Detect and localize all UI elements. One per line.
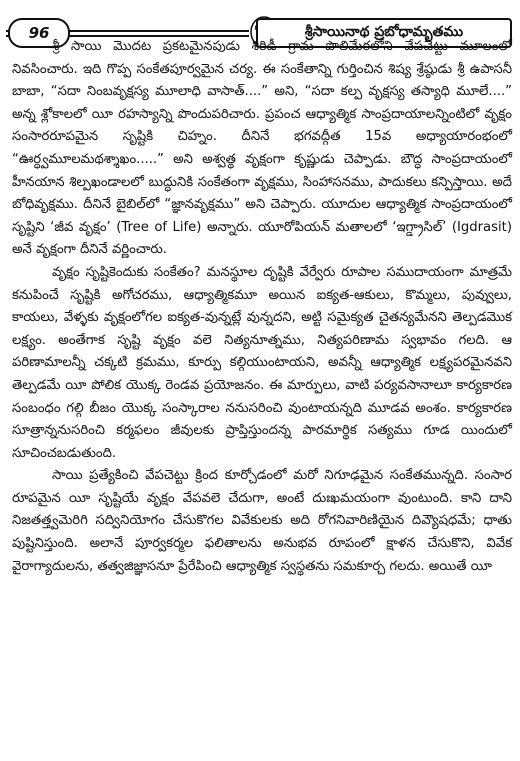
paragraph-3: సాయి ప్రత్యేకించి వేపచెట్టు క్రింద కూర్చోడంలో మరో నిగూఢమైన సంకేతమున్నది. సంసార రూపమైన యీ సృష్టియే వృక్షం వేపవలె చేదుగా, అంటే దుఃఖమయంగా వుంటుంది. కాని దాని నిజతత్త్వమెరిగి సద్వినియోగం చేసుకొగల వివేకులకు అది రోగనివారిణియైన దివ్యౌషధమే; ధాతు పుష్టినిస్తుంది. అలానే పూర్వకర్మల ఫలితాలను అనుభవ రూపంలో క్షాళన చేసుకొని, వివేక వైరాగ్యాదులను, తత్వజిజ్ఞాసనూ ప్రేరేపించి ఆధ్యాత్మిక స్వస్థతను సమకూర్చ గలదు. అయితే యీ <box>12 468 512 574</box>
book-title: శ్రీసాయినాథ ప్రబోధామృతము <box>304 23 464 40</box>
page-number: 96 <box>28 24 50 42</box>
paragraph-2: వృక్షం సృష్టికెందుకు సంకేతం? మనస్థూల దృష్టికి వేర్వేరు రూపాల సముదాయంగా మాత్రమే కనుపించే సృష్టికి అగోచరము, ఆధ్యాత్మికమూ అయిన ఐక్యత-ఆకులు, కొమ్మలు, పువ్వులు, కాయలు, వేళ్ళకు వృక్షంలోగల ఐక్యత-వున్నట్లే వున్నదని, అట్టి సమైక్యత చైతన్యమేనని తెల్పడమొక లక్ష్యం. అంతేగాక సృష్టి వృక్షం వలె నిత్యనూత్నము, నిత్యపరిణామ స్వభావం గలది. ఆ పరిణామాలన్నీ చక్కటి క్రమము, కూర్పు కల్గియుంటాయని, అవన్నీ ఆధ్యాత్మిక లక్ష్యపరమైనవని తెల్పడమే యీ పోలిక యొక్క రెండవ ప్రయోజనం. ఈ మార్పులు, వాటి పర్యవసానాలూ కార్యకారణ సంబంధం గల్గి బీజం యొక్క సంస్కారాల ననుసరించి వుంటాయన్నది మూడవ అంశం. కార్యకారణ సూత్రాన్ననుసరించి కర్మఫలం జీవులకు ప్రాప్తిస్తుందన్న పారమార్థిక సత్యము గూడ యిందులో సూచించబడుతుంది. <box>12 264 512 461</box>
body-text <box>12 36 512 578</box>
paragraph-1: శ్రీ సాయి మొదట ప్రకటమైనపుడు శిరిడీ గ్రామ పొలిమేరలోని వేపచెట్టు మూలంలో నివసించారు. ఇది గొప్ప సంకేతపూర్వమైన చర్య. ఈ సంకేతాన్ని గుర్తించిన శిష్య శ్రేష్ఠుడు శ్రీ ఉపాసనీ బాబా, “సదా నింబవృక్షస్య మూలాధి వాసాత్....” అని, “సదా కల్ప వృక్షస్య తస్యాధి మూలే....” అన్న శ్లోకాలలో యీ రహస్యాన్ని పొందుపరిచారు. ప్రపంచ ఆధ్యాత్మిక సాంప్రదాయాలన్నింటిలో వృక్షం సంసారరూపమైన సృష్టికి చిహ్నం. దీనినే భగవద్గీత 15వ అధ్యాయారంభంలో “ఊర్ధ్వమూలమథశ్శాఖం.....” అని అశ్వత్థ వృక్షంగా కృష్ణుడు చెప్పాడు. బౌద్ధ సాంప్రదాయంలో హీనయాన శిల్పఖండాలలో బుద్ధునికి సంకేతంగా వృక్షము, సింహాసనము, పాదుకలు కన్పిస్తాయి. అదే బోధివృక్షము. దీనినే బైబిల్‌లో “జ్ఞానవృక్షము” అని చెప్పారు. యూదుల ఆధ్యాత్మిక సాంప్రదాయంలో సృష్టిని ‘జీవ వృక్షం’ (Tree of Life) అన్నారు. యూరోపియన్ మతాలలో ‘ఇగ్డ్రాసిల్’ (Igdrasit) అనే వృక్షంగా దీనినే వర్ణించారు. <box>12 39 512 258</box>
